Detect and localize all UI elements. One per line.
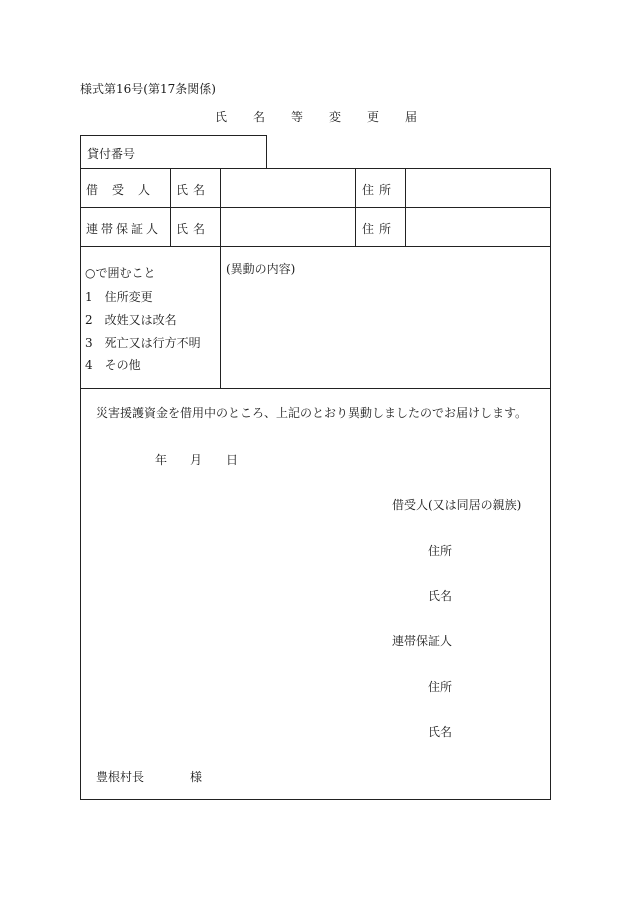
col-divider [220, 246, 221, 388]
change-content-label: (異動の内容) [226, 262, 296, 276]
guarantor-heading: 連帯保証人 [392, 634, 453, 648]
date-year: 年 [155, 453, 168, 467]
form-number: 様式第16号(第17条関係) [80, 82, 216, 96]
guarantor-address-line: 住所 [428, 680, 453, 694]
row-divider [80, 246, 551, 247]
borrower-name-line: 氏名 [428, 589, 453, 603]
row-divider [80, 388, 551, 389]
col-divider [170, 168, 171, 247]
col-divider [355, 168, 356, 247]
date-day: 日 [226, 453, 239, 467]
col-divider [220, 168, 221, 247]
guarantor-role-label: 連帯保証人 [86, 222, 162, 236]
loan-number-label: 貸付番号 [87, 147, 136, 161]
guarantor-address-label: 住所 [362, 222, 397, 236]
borrower-address-label: 住所 [362, 183, 397, 197]
borrower-address-line: 住所 [428, 544, 453, 558]
row-divider [80, 207, 551, 208]
declaration-statement: 災害援護資金を借用中のところ、上記のとおり異動しましたのでお届けします。 [96, 406, 528, 420]
page-title: 氏名等変更届 [215, 110, 444, 124]
guarantor-name-label: 氏名 [176, 222, 211, 236]
change-option[interactable]: 4 その他 [85, 358, 141, 372]
borrower-name-label: 氏名 [176, 183, 211, 197]
loan-number-box [80, 135, 267, 169]
guarantor-name-line: 氏名 [428, 725, 453, 739]
col-divider [405, 168, 406, 247]
main-form-table [80, 168, 551, 800]
change-option[interactable]: 3 死亡又は行方不明 [85, 336, 201, 350]
change-option[interactable]: 1 住所変更 [85, 290, 153, 304]
date-month: 月 [190, 453, 203, 467]
borrower-heading: 借受人(又は同居の親族) [392, 498, 522, 512]
borrower-role-label: 借受人 [86, 183, 165, 197]
change-option[interactable]: 2 改姓又は改名 [85, 313, 177, 327]
change-instruction: ○で囲むこと [85, 266, 156, 280]
honorific: 様 [190, 770, 203, 784]
addressee: 豊根村長 [96, 770, 145, 784]
